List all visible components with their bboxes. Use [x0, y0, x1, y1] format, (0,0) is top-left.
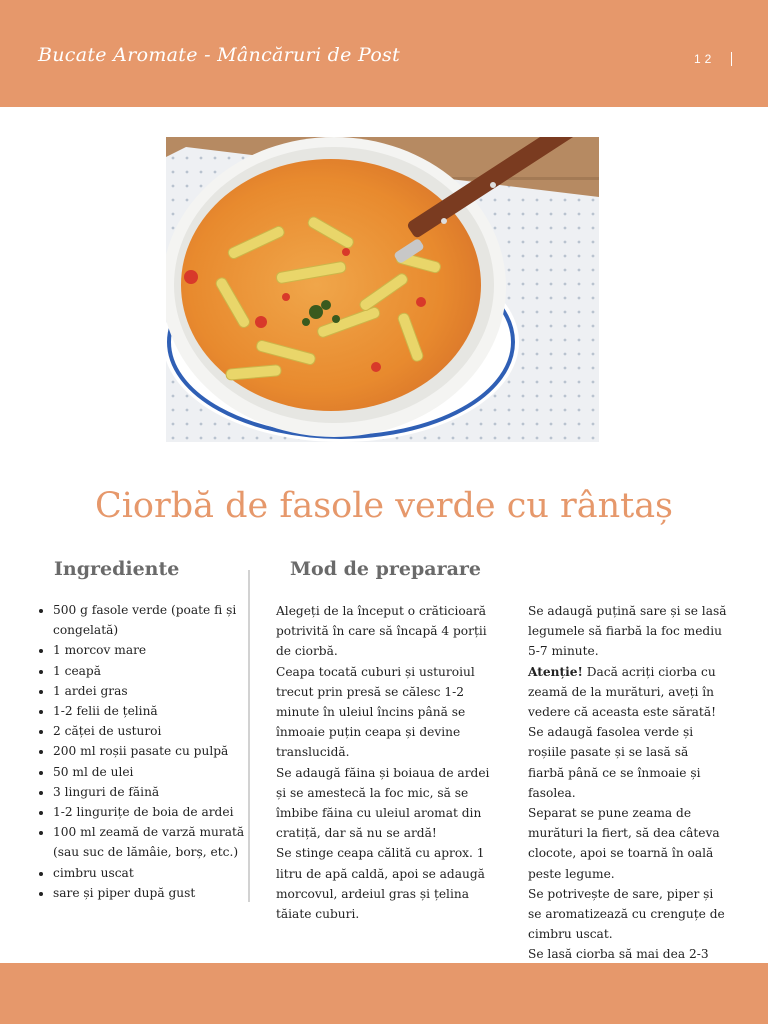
list-item: • cimbru uscat [53, 863, 258, 883]
method-heading: Mod de preparare [290, 558, 481, 580]
recipe-photo [166, 137, 599, 442]
list-item: • 100 ml zeamă de varză murată (sau suc de lămâie, borș, etc.) [53, 822, 258, 862]
method-column-2 [528, 601, 728, 985]
recipe-title: Ciorbă de fasole verde cu rântaș [94, 486, 674, 526]
header-band [0, 0, 768, 107]
method-note [528, 662, 728, 723]
list-item: • 1-2 felii de țelină [53, 701, 258, 721]
list-item: • 1 morcov mare [53, 640, 258, 660]
note-label: Atenție! [528, 664, 583, 679]
method-step: Se potrivește de sare, piper și se aromatizează cu crenguțe de cimbru uscat. [528, 886, 725, 942]
list-item: • 3 linguri de făină [53, 782, 258, 802]
method-step: Se adaugă făina și boiaua de ardei și se amestecă la foc mic, să se îmbibe făina cu uleiul aromat din cratiță, dar să nu se ardă! [276, 765, 490, 841]
page-number: 12 [694, 52, 716, 66]
method-step: Alegeți de la început o crăticioară potrivită în care să încapă 4 porții de ciorbă. [276, 604, 487, 659]
ingredients-heading: Ingrediente [54, 558, 180, 580]
method-column-1 [276, 601, 500, 924]
book-title: Bucate Aromate - Mâncăruri de Post [38, 44, 401, 66]
note-text: Dacă acriți ciorba cu zeamă de la murături, aveți în vedere că aceasta este sărată! [528, 664, 716, 720]
list-item: • 1-2 lingurițe de boia de ardei [53, 802, 258, 822]
footer-band [0, 963, 768, 1024]
method-step: Se lasă ciorba să mai dea 2-3 [528, 947, 709, 962]
page-number-divider [731, 52, 732, 66]
list-item: • 2 căței de usturoi [53, 721, 258, 741]
method-step: Se stinge ceapa călită cu aprox. 1 litru de apă caldă, apoi se adaugă morcovul, ardeiul gras și țelina tăiate cuburi. [276, 846, 485, 922]
method-step: Ceapa tocată cuburi și usturoiul trecut prin presă se călesc 1-2 minute în uleiul încins până se înmoaie puțin ceapa și devine translucidă. [276, 664, 475, 760]
list-item: • 1 ardei gras [53, 681, 258, 701]
list-item: • 50 ml de ulei [53, 762, 258, 782]
method-step: Separat se pune zeama de murături la fiert, să dea câteva clocote, apoi se toarnă în oală peste legume. [528, 806, 720, 881]
list-item: • 1 ceapă [53, 661, 258, 681]
method-step: Se adaugă puțină sare și se lasă legumele să fiarbă la foc mediu 5-7 minute. [528, 604, 727, 659]
list-item: • 500 g fasole verde (poate fi și congelată) [53, 600, 258, 640]
ingredients-list [33, 600, 258, 903]
list-item: • 200 ml roșii pasate cu pulpă [53, 741, 258, 761]
list-item: • sare și piper după gust [53, 883, 258, 903]
method-step: Se adaugă fasolea verde și roșiile pasate și se lasă să fiarbă până ce se înmoaie și fasolea. [528, 725, 701, 800]
